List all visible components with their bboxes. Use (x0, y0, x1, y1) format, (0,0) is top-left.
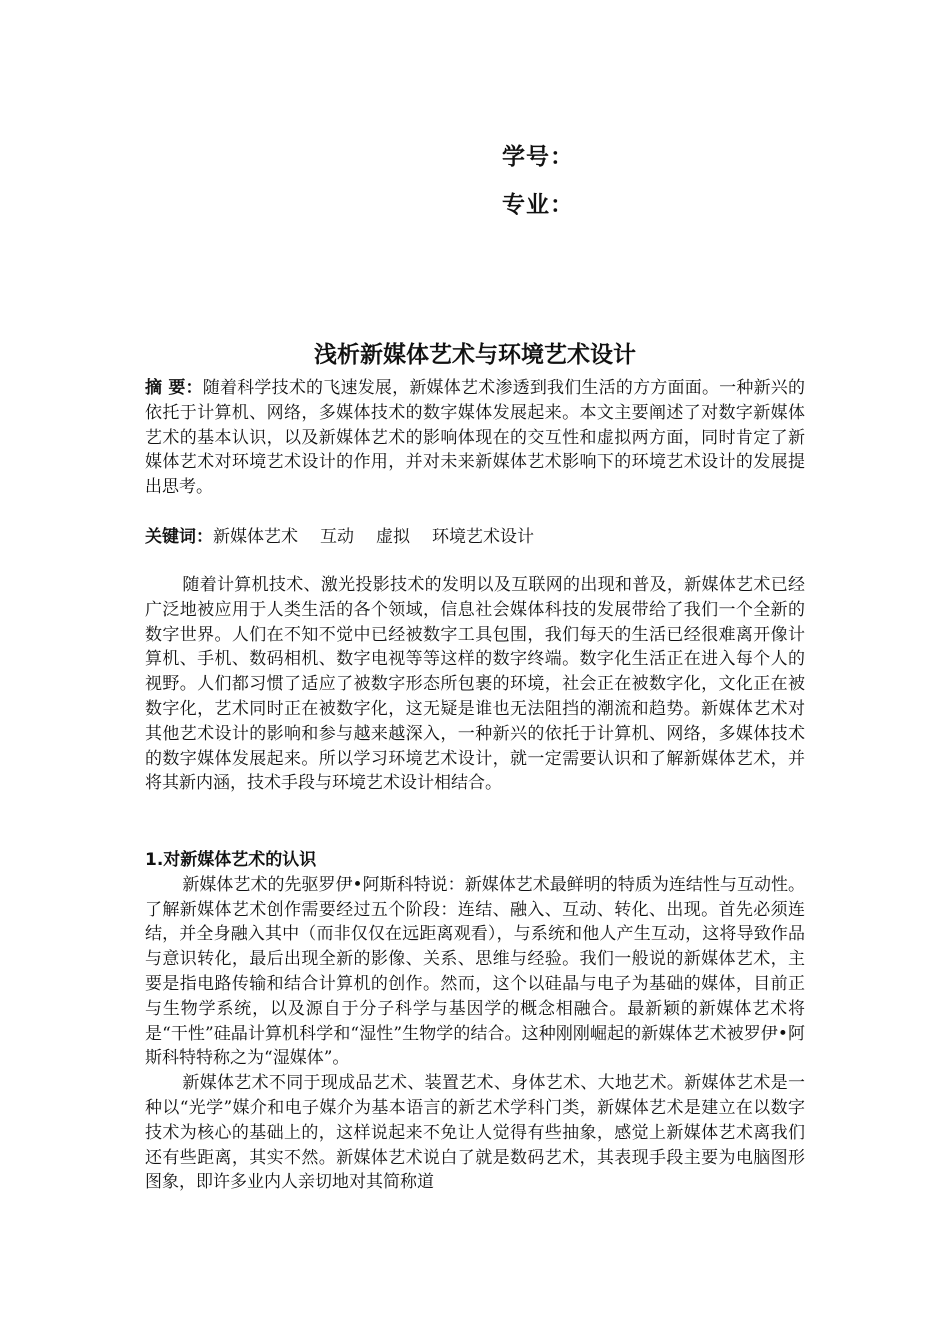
keyword-item: 虚拟 (376, 527, 410, 547)
abstract-block (145, 376, 805, 500)
section-1-heading: 1.对新媒体艺术的认识 (145, 850, 317, 870)
section-1-paragraph: 新媒体艺术不同于现成品艺术、装置艺术、身体艺术、大地艺术。新媒体艺术是一种以“光学”媒介和电子媒介为基本语言的新艺术学科门类，新媒体艺术是建立在以数字技术为核心的基础上的，这样说起来不免让人觉得有些抽象，感觉上新媒体艺术离我们还有些距离，其实不然。新媒体艺术说白了就是数码艺术，其表现手段主要为电脑图形图象，即许多业内人亲切地对其简称道 (145, 1073, 805, 1193)
intro-paragraph: 随着计算机技术、激光投影技术的发明以及互联网的出现和普及，新媒体艺术已经广泛地被应用于人类生活的各个领域，信息社会媒体科技的发展带给了我们一个全新的数字世界。人们在不知不觉中已经被数字工具包围，我们每天的生活已经很难离开像计算机、手机、数码相机、数字电视等等这样的数字终端。数字化生活正在进入每个人的视野。人们都习惯了适应了被数字形态所包裹的环境，社会正在被数字化，文化正在被数字化，艺术同时正在被数字化，这无疑是谁也无法阻挡的潮流和趋势。新媒体艺术对其他艺术设计的影响和参与越来越深入，一种新兴的依托于计算机、网络，多媒体技术的数字媒体发展起来。所以学习环境艺术设计，就一定需要认识和了解新媒体艺术，并将其新内涵，技术手段与环境艺术设计相结合。 (145, 575, 805, 794)
section-1-paragraph: 新媒体艺术的先驱罗伊•阿斯科特说：新媒体艺术最鲜明的特质为连结性与互动性。了解新媒体艺术创作需要经过五个阶段：连结、融入、互动、转化、出现。首先必须连结，并全身融入其中（而非仅仅在远距离观看），与系统和他人产生互动，这将导致作品与意识转化，最后出现全新的影像、关系、思维与经验。我们一般说的新媒体艺术，主要是指电路传输和结合计算机的创作。然而，这个以硅晶与电子为基础的媒体，目前正与生物学系统，以及源自于分子科学与基因学的概念相融合。最新颖的新媒体艺术将是“干性”硅晶计算机科学和“湿性”生物学的结合。这种刚刚崛起的新媒体艺术被罗伊•阿斯科特特称之为“湿媒体”。 (145, 874, 805, 1069)
keywords-label: 关键词： (145, 527, 213, 547)
abstract-label: 摘 要： (145, 378, 203, 398)
major-label: 专业： (502, 192, 574, 218)
keyword-item: 环境艺术设计 (432, 527, 534, 547)
student-id-label: 学号： (502, 144, 574, 170)
keywords-block (145, 525, 805, 550)
keyword-item: 互动 (320, 527, 354, 547)
keyword-item: 新媒体艺术 (213, 527, 298, 547)
paper-title: 浅析新媒体艺术与环境艺术设计 (314, 342, 636, 368)
section-1 (145, 848, 805, 1195)
abstract-text: 随着科学技术的飞速发展，新媒体艺术渗透到我们生活的方方面面。一种新兴的依托于计算机、网络，多媒体技术的数字媒体发展起来。本文主要阐述了对数字新媒体艺术的基本认识，以及新媒体艺术的影响体现在的交互性和虚拟两方面，同时肯定了新媒体艺术对环境艺术设计的作用，并对未来新媒体艺术影响下的环境艺术设计的发展提出思考。 (145, 378, 806, 498)
intro-block (145, 573, 805, 796)
